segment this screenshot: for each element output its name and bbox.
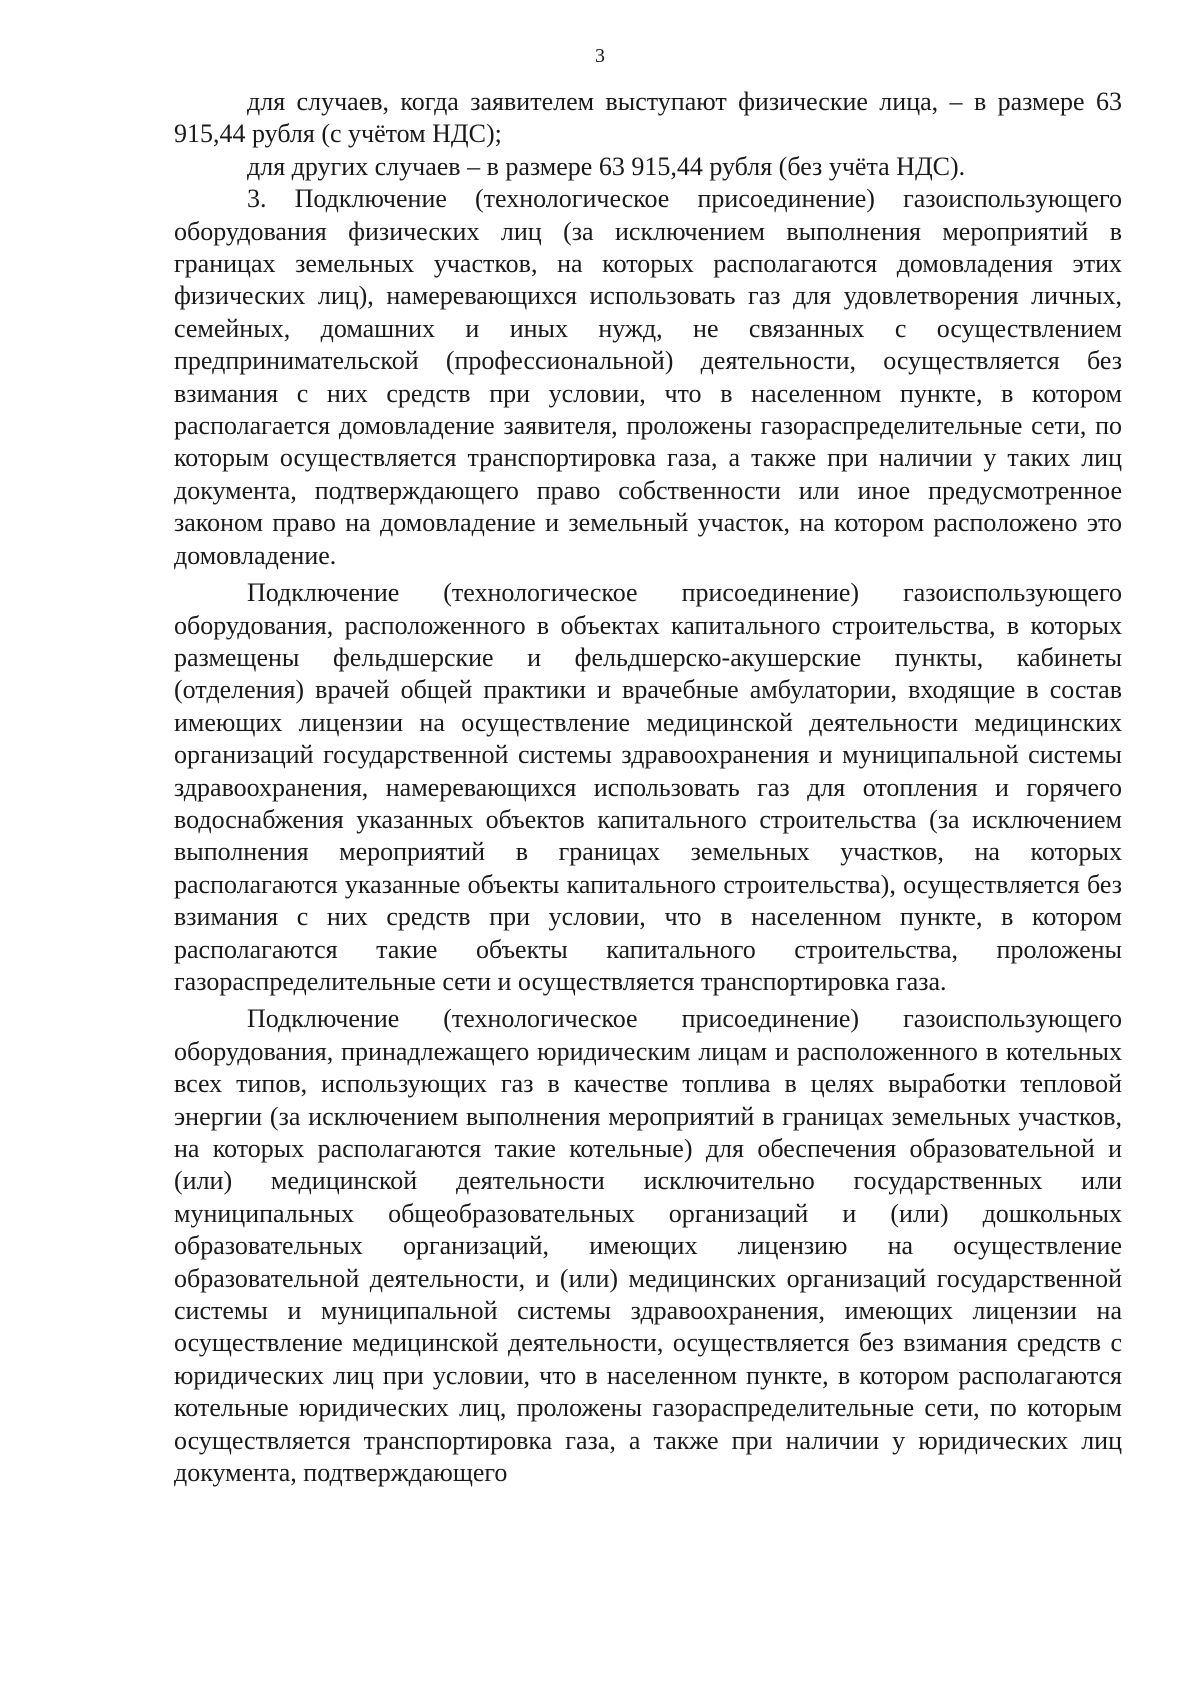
document-body bbox=[174, 86, 1122, 1489]
paragraph-item-3-individuals: 3. Подключение (технологическое присоединение) газоиспользующего оборудования физических лиц (за исключением выполнения мероприятий в границах земельных участков, на которых располагаются домовладения этих физических лиц), намеревающихся использовать газ для удовлетворения личных, семейных, домашних и иных нужд, не связанных с осуществлением предпринимательской (профессиональной) деятельности, осуществляется без взимания с них средств при условии, что в населенном пункте, в котором располагается домовладение заявителя, проложены газораспределительные сети, по которым осуществляется транспортировка газа, а также при наличии у таких лиц документа, подтверждающего право собственности или иное предусмотренное законом право на домовладение и земельный участок, на котором расположено это домовладение. bbox=[174, 184, 1122, 570]
paragraph-fee-individuals: для случаев, когда заявителем выступают физические лица, – в размере 63 915,44 рубля (с учётом НДС); bbox=[174, 87, 1122, 149]
paragraph-fee-other-cases: для других случаев – в размере 63 915,44 рубля (без учёта НДС). bbox=[247, 151, 966, 181]
paragraph-boiler-houses: Подключение (технологическое присоединение) газоиспользующего оборудования, принадлежащего юридическим лицам и расположенного в котельных всех типов, использующих газ в качестве топлива в целях выработки тепловой энергии (за исключением выполнения мероприятий в границах земельных участков, на которых располагаются такие котельные) для обеспечения образовательной и (или) медицинской деятельности исключительно государственных или муниципальных общеобразовательных организаций и (или) дошкольных образовательных организаций, имеющих лицензию на осуществление образовательной деятельности, и (или) медицинских организаций государственной системы и муниципальной системы здравоохранения, имеющих лицензии на осуществление медицинской деятельности, осуществляется без взимания средств с юридических лиц при условии, что в населенном пункте, в котором располагаются котельные юридических лиц, проложены газораспределительные сети, по которым осуществляется транспортировка газа, а также при наличии у юридических лиц документа, подтверждающего bbox=[174, 1004, 1122, 1488]
paragraph-medical-facilities: Подключение (технологическое присоединение) газоиспользующего оборудования, расположенного в объектах капитального строительства, в которых размещены фельдшерские и фельдшерско-акушерские пункты, кабинеты (отделения) врачей общей практики и врачебные амбулатории, входящие в состав имеющих лицензии на осуществление медицинской деятельности медицинских организаций государственной системы здравоохранения и муниципальной системы здравоохранения, намеревающихся использовать газ для отопления и горячего водоснабжения указанных объектов капитального строительства (за исключением выполнения мероприятий в границах земельных участков, на которых располагаются указанные объекты капитального строительства), осуществляется без взимания с них средств при условии, что в населенном пункте, в котором располагаются такие объекты капитального строительства, проложены газораспределительные сети и осуществляется транспортировка газа. bbox=[174, 578, 1122, 996]
page-number: 3 bbox=[595, 45, 605, 67]
